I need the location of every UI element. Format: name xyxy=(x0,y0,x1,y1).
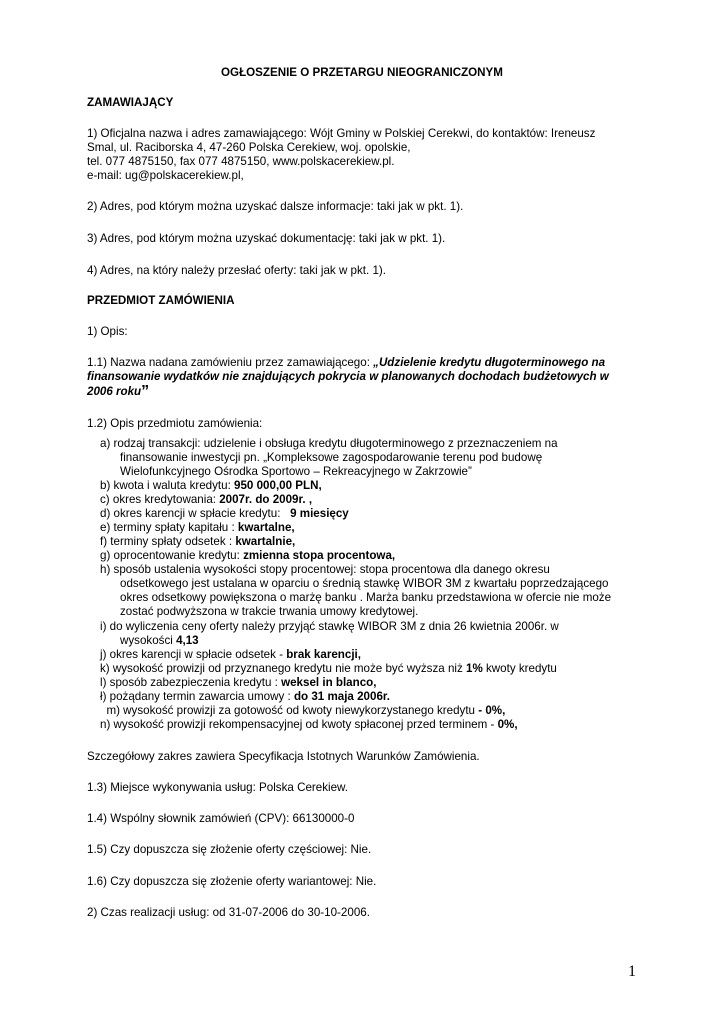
list-item-k xyxy=(100,662,637,676)
item-1-2: 1.2) Opis przedmiotu zamówienia: xyxy=(87,417,263,430)
paragraph-1-line-3: tel. 077 4875150, fax 077 4875150, www.polskacerekiew.pl. xyxy=(87,155,395,168)
list-item-l-value: weksel in blanco, xyxy=(281,676,377,689)
list-item-i-value: 4,13 xyxy=(176,634,199,647)
contract-name-part-3: 2006 roku xyxy=(87,385,142,398)
list-item-a-line-1: a) rodzaj transakcji: udzielenie i obsługa kredytu długoterminowego z przeznaczeniem na xyxy=(100,437,558,450)
item-2: 2) Czas realizacji usług: od 31-07-2006 do 30-10-2006. xyxy=(87,906,370,919)
list-item-n-label: n) wysokość prowizji rekompensacyjnej od kwoty spłaconej przed terminem - xyxy=(100,718,498,731)
item-1-1-line-1 xyxy=(87,356,637,370)
list-item-h-line-3: okres odsetkowy powiększona o marżę banku . Marża banku przedstawiona w ofercie nie może xyxy=(120,591,612,604)
list-item-l-stroke xyxy=(100,690,637,704)
list-item-h-line-1: h) sposób ustalenia wysokości stopy procentowej: stopa procentowa dla danego okresu xyxy=(100,563,550,576)
list-item-m xyxy=(100,704,637,718)
paragraph-1-line-2: Smal, ul. Raciborska 4, 47-260 Polska Cerekiew, woj. opolskie, xyxy=(87,141,411,154)
list-item-f xyxy=(100,535,637,549)
list-item-l xyxy=(100,676,637,690)
list-item-k-tail: kwoty kredytu xyxy=(482,662,557,675)
paragraph-4: 4) Adres, na który należy przesłać oferty: taki jak w pkt. 1). xyxy=(87,264,386,277)
paragraph-2: 2) Adres, pod którym można uzyskać dalsze informacje: taki jak w pkt. 1). xyxy=(87,200,464,213)
list-item-b-label: b) kwota i waluta kredytu: xyxy=(100,479,235,492)
list-item-c xyxy=(100,493,637,507)
list-item-k-value: 1% xyxy=(466,662,483,675)
list-item-h-line-4: zostać podwyższona w trakcie trwania umowy kredytowej. xyxy=(120,605,419,618)
list-item-m-value: - 0%, xyxy=(478,704,506,717)
list-item-e-value: kwartalne, xyxy=(237,521,295,534)
list-item-a-line-2: finansowanie inwestycji pn. „Kompleksowe zagospodarowanie terenu pod budowę xyxy=(120,451,543,464)
list-item-l-label: l) sposób zabezpieczenia kredytu : xyxy=(100,676,282,689)
list-item-b xyxy=(100,479,637,493)
contract-name-part-2: finansowanie wydatków nie znajdujących pokrycia w planowanych dochodach budżetowych w xyxy=(87,370,609,383)
list-item-f-value: kwartalnie, xyxy=(235,535,296,548)
list-item-n-value: 0%, xyxy=(497,718,518,731)
list-item-a-line-3: Wielofunkcyjnego Ośrodka Sportowo – Rekreacyjnego w Zakrzowie” xyxy=(120,465,472,478)
list-item-l-stroke-label: ł) pożądany termin zawarcia umowy : xyxy=(100,690,294,703)
list-item-i-line-2 xyxy=(120,634,637,648)
list-item-g-value: zmienna stopa procentowa, xyxy=(243,549,396,562)
list-item-l-stroke-value: do 31 maja 2006r. xyxy=(293,690,390,703)
opis-label: 1) Opis: xyxy=(87,325,128,338)
paragraph-1-line-1: 1) Oficjalna nazwa i adres zamawiającego: Wójt Gminy w Polskiej Cerekwi, do kontaktów: Ireneusz xyxy=(87,127,596,140)
list-item-g-label: g) oprocentowanie kredytu: xyxy=(100,549,244,562)
item-1-3: 1.3) Miejsce wykonywania usług: Polska Cerekiew. xyxy=(87,781,348,794)
item-1-5: 1.5) Czy dopuszcza się złożenie oferty częściowej: Nie. xyxy=(87,843,372,856)
list-item-i-label: wysokości xyxy=(120,634,177,647)
item-1-1-line-3 xyxy=(87,385,637,399)
list-item-n xyxy=(100,718,637,732)
list-item-f-label: f) terminy spłaty odsetek : xyxy=(100,535,236,548)
document-title: OGŁOSZENIE O PRZETARGU NIEOGRANICZONYM xyxy=(221,66,503,79)
list-item-h-line-2: odsetkowego jest ustalana w oparciu o średnią stawkę WIBOR 3M z kwartału poprzedzającego xyxy=(120,577,609,590)
scope-note: Szczegółowy zakres zawiera Specyfikacja Istotnych Warunków Zamówienia. xyxy=(87,750,480,763)
contract-name-part-1: „Udzielenie kredytu długoterminowego na xyxy=(373,356,606,369)
list-item-m-label: m) wysokość prowizji za gotowość od kwoty niewykorzystanego kredytu xyxy=(100,704,479,717)
item-1-6: 1.6) Czy dopuszcza się złożenie oferty wariantowej: Nie. xyxy=(87,875,377,888)
list-item-g xyxy=(100,549,637,563)
list-item-c-label: c) okres kredytowania: xyxy=(100,493,220,506)
item-1-4: 1.4) Wspólny słownik zamówień (CPV): 66130000-0 xyxy=(87,812,355,825)
list-item-k-label: k) wysokość prowizji od przyznanego kredytu nie może być wyższa niż xyxy=(100,662,466,675)
section-heading-zamawiajacy: ZAMAWIAJĄCY xyxy=(87,96,174,109)
list-item-d-value: 9 miesięcy xyxy=(290,507,349,520)
page-number: 1 xyxy=(628,963,636,980)
closing-quote: ” xyxy=(141,383,150,400)
list-item-b-value: 950 000,00 PLN, xyxy=(234,479,322,492)
list-item-e xyxy=(100,521,637,535)
list-item-c-value: 2007r. do 2009r. , xyxy=(219,493,313,506)
list-item-i-line-1: i) do wyliczenia ceny oferty należy przyjąć stawkę WIBOR 3M z dnia 26 kwietnia 2006r. w xyxy=(100,620,559,633)
list-item-e-label: e) terminy spłaty kapitału : xyxy=(100,521,238,534)
list-item-j-label: j) okres karencji w spłacie odsetek - xyxy=(100,648,287,661)
list-item-j xyxy=(100,648,637,662)
paragraph-3: 3) Adres, pod którym można uzyskać dokumentację: taki jak w pkt. 1). xyxy=(87,232,446,245)
paragraph-1-line-4: e-mail: ug@polskacerekiew.pl, xyxy=(87,169,244,182)
list-item-d-label: d) okres karencji w spłacie kredytu: xyxy=(100,507,291,520)
item-1-1-prefix: 1.1) Nazwa nadana zamówieniu przez zamawiającego: xyxy=(87,356,374,369)
list-item-d xyxy=(100,507,637,521)
section-heading-przedmiot: PRZEDMIOT ZAMÓWIENIA xyxy=(87,294,235,307)
list-item-j-value: brak karencji, xyxy=(286,648,361,661)
